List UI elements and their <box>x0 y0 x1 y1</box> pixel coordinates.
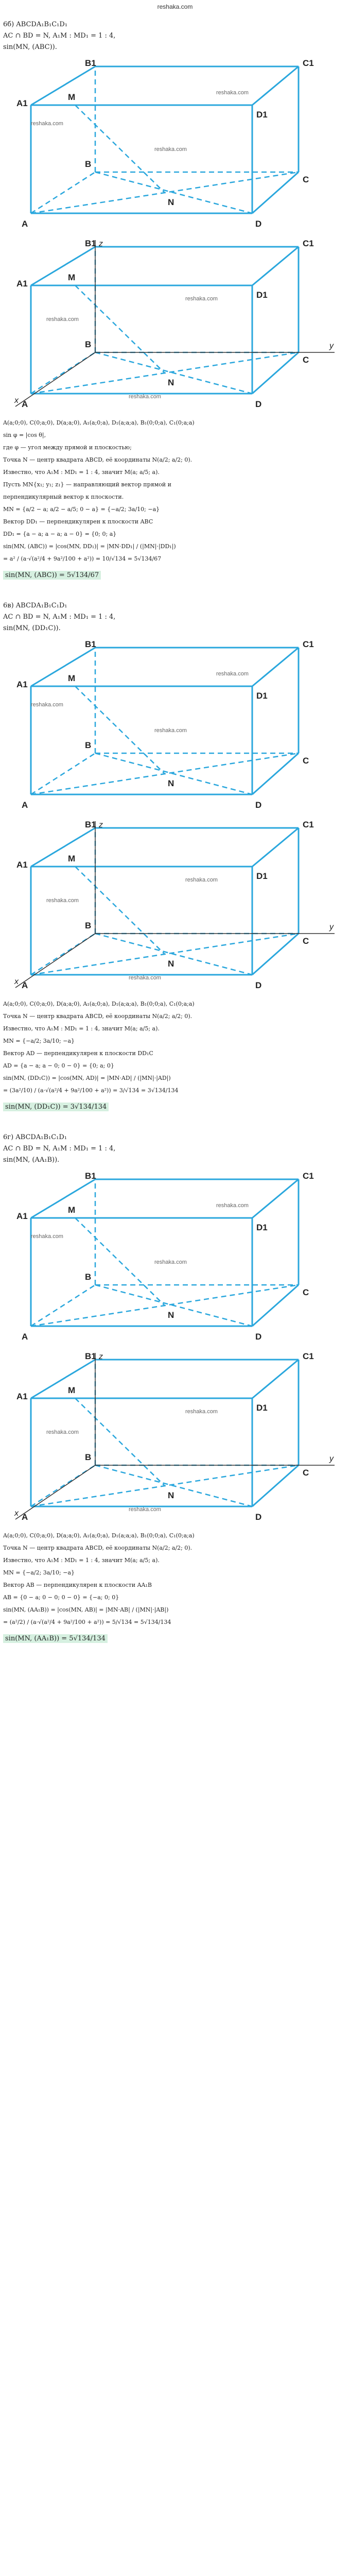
watermark: reshaka.com <box>46 316 79 323</box>
text-line: sin(MN, (DD₁C)) = 3√134/134 <box>3 1103 109 1111</box>
vertex-label: C <box>303 175 309 184</box>
vertex-label: B1 <box>85 640 96 649</box>
axis-label: z <box>99 240 103 248</box>
text-line: = (3a²/10) / (a·√(a²/4 + 9a²/100 + a²)) = 3/√134 = 3√134/134 <box>3 1087 179 1094</box>
axis-label: x <box>14 977 19 986</box>
segment-mn <box>75 105 165 193</box>
cube-edge <box>252 247 299 285</box>
cube-edge <box>31 1360 95 1398</box>
text-line: sin(MN, (ABC)). <box>3 43 57 51</box>
text-line: MN = {a/2 − a; a/2 − a/5; 0 − a} = {−a/2; 3a/10; −a} <box>3 506 160 513</box>
hidden-edge <box>95 172 252 213</box>
text-line: 6в) ABCDA₁B₁C₁D₁ <box>3 602 67 609</box>
text-line: Вектор AD — перпендикулярен к плоскости DD₁C <box>3 1050 153 1057</box>
text-line: sin(MN, (ABC)) = |cos(MN, DD₁)| = |MN·DD₁| / (|MN|·|DD₁|) <box>3 543 176 550</box>
watermark: reshaka.com <box>154 1259 187 1265</box>
cube-edge <box>31 828 95 867</box>
vertex-label: B <box>85 740 92 750</box>
axis-label: x <box>14 1509 19 1518</box>
vertex-label: A1 <box>16 279 28 289</box>
segment-mn <box>75 867 165 954</box>
text-line: sin(MN, (AA₁B)) = 5√134/134 <box>3 1634 108 1643</box>
vertex-label: C <box>303 1287 309 1297</box>
watermark: reshaka.com <box>129 394 161 400</box>
watermark: reshaka.com <box>216 90 249 96</box>
vertex-label: A <box>22 1332 28 1342</box>
cube-diagram-with-axes <box>10 820 340 995</box>
segment-mn <box>75 1398 165 1486</box>
vertex-label: B <box>85 1272 92 1282</box>
text-line: sin(MN, (DD₁C)) = |cos(MN, AD)| = |MN·AD| / (|MN|·|AD|) <box>3 1075 171 1081</box>
watermark: reshaka.com <box>185 877 218 883</box>
axis-label: y <box>329 342 334 350</box>
watermark: reshaka.com <box>216 1202 249 1209</box>
text-line: Точка N — центр квадрата ABCD, её координаты N(a/2; a/2; 0). <box>3 456 192 463</box>
vertex-label: B1 <box>85 820 96 829</box>
vertex-label: A <box>22 800 28 810</box>
site-header: reshaka.com <box>157 3 193 10</box>
vertex-label: B1 <box>85 59 96 68</box>
text-line: Известно, что A₁M : MD₁ = 1 : 4, значит M(a; a/5; a). <box>3 1025 160 1032</box>
hidden-edge <box>31 753 95 794</box>
vertex-label: A1 <box>16 1392 28 1401</box>
vertex-label: D <box>255 399 262 409</box>
axis-label: y <box>329 1454 334 1463</box>
watermark: reshaka.com <box>216 671 249 677</box>
vertex-label: D1 <box>256 691 268 701</box>
cube-edge <box>252 66 299 105</box>
axis-label: y <box>329 923 334 931</box>
hidden-edge <box>95 1285 252 1326</box>
watermark: reshaka.com <box>129 975 161 981</box>
vertex-label: A1 <box>16 860 28 870</box>
vertex-label: C1 <box>303 59 314 68</box>
vertex-label: C <box>303 936 309 946</box>
axis-label: x <box>14 396 19 405</box>
text-line: Вектор AB — перпендикулярен к плоскости AA₁B <box>3 1582 152 1588</box>
axis-x <box>15 352 95 406</box>
text-line: = a² / (a·√(a²/4 + 9a²/100 + a²)) = 10/√134 = 5√134/67 <box>3 555 162 562</box>
axis-x <box>15 1465 95 1519</box>
text-line: MN = {−a/2; 3a/10; −a} <box>3 1569 75 1576</box>
vertex-label: D1 <box>256 1223 268 1232</box>
text-line: 6г) ABCDA₁B₁C₁D₁ <box>3 1133 67 1141</box>
vertex-label: B <box>85 921 92 930</box>
axis-label: z <box>99 1352 103 1361</box>
vertex-label: M <box>68 1385 76 1395</box>
vertex-label: C1 <box>303 640 314 649</box>
text-line: Известно, что A₁M : MD₁ = 1 : 4, значит M(a; a/5; a). <box>3 1557 160 1564</box>
watermark: reshaka.com <box>129 1506 161 1513</box>
vertex-label: N <box>168 778 174 788</box>
text-line: A(a;0;0), C(0;a;0), D(a;a;0), A₁(a;0;a), D₁(a;a;a), B₁(0;0;a), C₁(0;a;a) <box>3 1532 195 1539</box>
cube-diagram-with-axes <box>10 1352 340 1527</box>
vertex-label: D <box>255 1512 262 1522</box>
vertex-label: D <box>255 800 262 810</box>
text-line: A(a;0;0), C(0;a;0), D(a;a;0), A₁(a;0;a), D₁(a;a;a), B₁(0;0;a), C₁(0;a;a) <box>3 419 195 426</box>
cube-edge <box>31 1179 95 1218</box>
segment-mn <box>75 1218 165 1306</box>
vertex-label: C <box>303 1468 309 1478</box>
vertex-label: B1 <box>85 239 96 248</box>
vertex-label: C1 <box>303 820 314 829</box>
vertex-label: A1 <box>16 98 28 108</box>
watermark: reshaka.com <box>46 1429 79 1435</box>
cube-edge <box>252 1360 299 1398</box>
vertex-label: A1 <box>16 680 28 689</box>
watermark: reshaka.com <box>46 897 79 904</box>
text-line: Известно, что A₁M : MD₁ = 1 : 4, значит M(a; a/5; a). <box>3 469 160 476</box>
text-line: перпендикулярный вектор к плоскости. <box>3 494 124 500</box>
watermark: reshaka.com <box>185 296 218 302</box>
watermark: reshaka.com <box>31 1233 63 1240</box>
vertex-label: M <box>68 273 76 282</box>
text-line: AC ∩ BD = N, A₁M : MD₁ = 1 : 4, <box>3 1145 116 1153</box>
cube-edge <box>252 1179 299 1218</box>
cube-edge <box>31 66 95 105</box>
vertex-label: D <box>255 1332 262 1342</box>
text-line: sin φ = |cos θ|, <box>3 432 46 438</box>
cube-edge <box>31 247 95 285</box>
watermark: reshaka.com <box>154 146 187 152</box>
vertex-label: A <box>22 399 28 409</box>
watermark: reshaka.com <box>154 727 187 734</box>
cube-edge <box>252 828 299 867</box>
text-line: AD = {a − a; a − 0; 0 − 0} = {0; a; 0} <box>3 1062 114 1069</box>
vertex-label: N <box>168 959 174 969</box>
vertex-label: D <box>255 980 262 990</box>
vertex-label: M <box>68 92 76 102</box>
text-line: AC ∩ BD = N, A₁M : MD₁ = 1 : 4, <box>3 32 116 40</box>
text-line: Точка N — центр квадрата ABCD, её координаты N(a/2; a/2; 0). <box>3 1013 192 1020</box>
text-line: = (a²/2) / (a·√(a²/4 + 9a²/100 + a²)) = 5/√134 = 5√134/134 <box>3 1619 171 1625</box>
vertex-label: D1 <box>256 871 268 881</box>
axis-x <box>15 934 95 988</box>
hidden-edge <box>31 172 95 213</box>
text-line: 6б) ABCDA₁B₁C₁D₁ <box>3 21 68 28</box>
vertex-label: D <box>255 219 262 229</box>
vertex-label: B1 <box>85 1352 96 1361</box>
text-line: AC ∩ BD = N, A₁M : MD₁ = 1 : 4, <box>3 613 116 621</box>
text-line: sin(MN, (DD₁C)). <box>3 624 61 632</box>
vertex-label: C <box>303 756 309 766</box>
vertex-label: D1 <box>256 1403 268 1413</box>
vertex-label: B1 <box>85 1172 96 1181</box>
segment-mn <box>75 285 165 373</box>
text-line: AB = {0 − a; 0 − 0; 0 − 0} = {−a; 0; 0} <box>3 1594 119 1601</box>
vertex-label: A <box>22 1512 28 1522</box>
watermark: reshaka.com <box>31 121 63 127</box>
text-line: A(a;0;0), C(0;a;0), D(a;a;0), A₁(a;0;a), D₁(a;a;a), B₁(0;0;a), C₁(0;a;a) <box>3 1001 195 1007</box>
vertex-label: M <box>68 854 76 863</box>
vertex-label: N <box>168 1310 174 1320</box>
vertex-label: B <box>85 159 92 169</box>
watermark: reshaka.com <box>31 702 63 708</box>
text-line: sin(MN, (AA₁B)). <box>3 1156 60 1164</box>
text-line: MN = {−a/2; 3a/10; −a} <box>3 1038 75 1044</box>
vertex-label: D1 <box>256 110 268 120</box>
vertex-label: C <box>303 355 309 365</box>
cube-edge <box>31 648 95 686</box>
vertex-label: C1 <box>303 1172 314 1181</box>
vertex-label: A1 <box>16 1211 28 1221</box>
text-line: где φ — угол между прямой и плоскостью; <box>3 444 132 451</box>
hidden-edge <box>95 352 252 394</box>
cube-diagram-with-axes <box>10 239 340 414</box>
text-line: Вектор DD₁ — перпендикулярен к плоскости ABC <box>3 518 153 525</box>
text-line: Пусть MN{x₁; y₁; z₁} — направляющий вектор прямой и <box>3 481 171 488</box>
vertex-label: N <box>168 197 174 207</box>
hidden-edge <box>95 753 252 794</box>
text-line: sin(MN, (ABC)) = 5√134/67 <box>3 571 101 580</box>
vertex-label: A <box>22 219 28 229</box>
axis-label: z <box>99 821 103 829</box>
vertex-label: N <box>168 1490 174 1500</box>
vertex-label: C1 <box>303 1352 314 1361</box>
vertex-label: D1 <box>256 290 268 300</box>
hidden-edge <box>95 934 252 975</box>
vertex-label: B <box>85 340 92 349</box>
vertex-label: C1 <box>303 239 314 248</box>
text-line: sin(MN, (AA₁B)) = |cos(MN, AB)| = |MN·AB| / (|MN|·|AB|) <box>3 1606 169 1613</box>
text-line: DD₁ = {a − a; a − a; a − 0} = {0; 0; a} <box>3 531 117 537</box>
vertex-label: M <box>68 673 76 683</box>
text-line: Точка N — центр квадрата ABCD, её координаты N(a/2; a/2; 0). <box>3 1545 192 1551</box>
vertex-label: B <box>85 1452 92 1462</box>
hidden-edge <box>31 1285 95 1326</box>
vertex-label: N <box>168 378 174 387</box>
segment-mn <box>75 686 165 774</box>
hidden-edge <box>95 1465 252 1506</box>
vertex-label: M <box>68 1205 76 1215</box>
vertex-label: A <box>22 980 28 990</box>
watermark: reshaka.com <box>185 1409 218 1415</box>
cube-edge <box>252 648 299 686</box>
